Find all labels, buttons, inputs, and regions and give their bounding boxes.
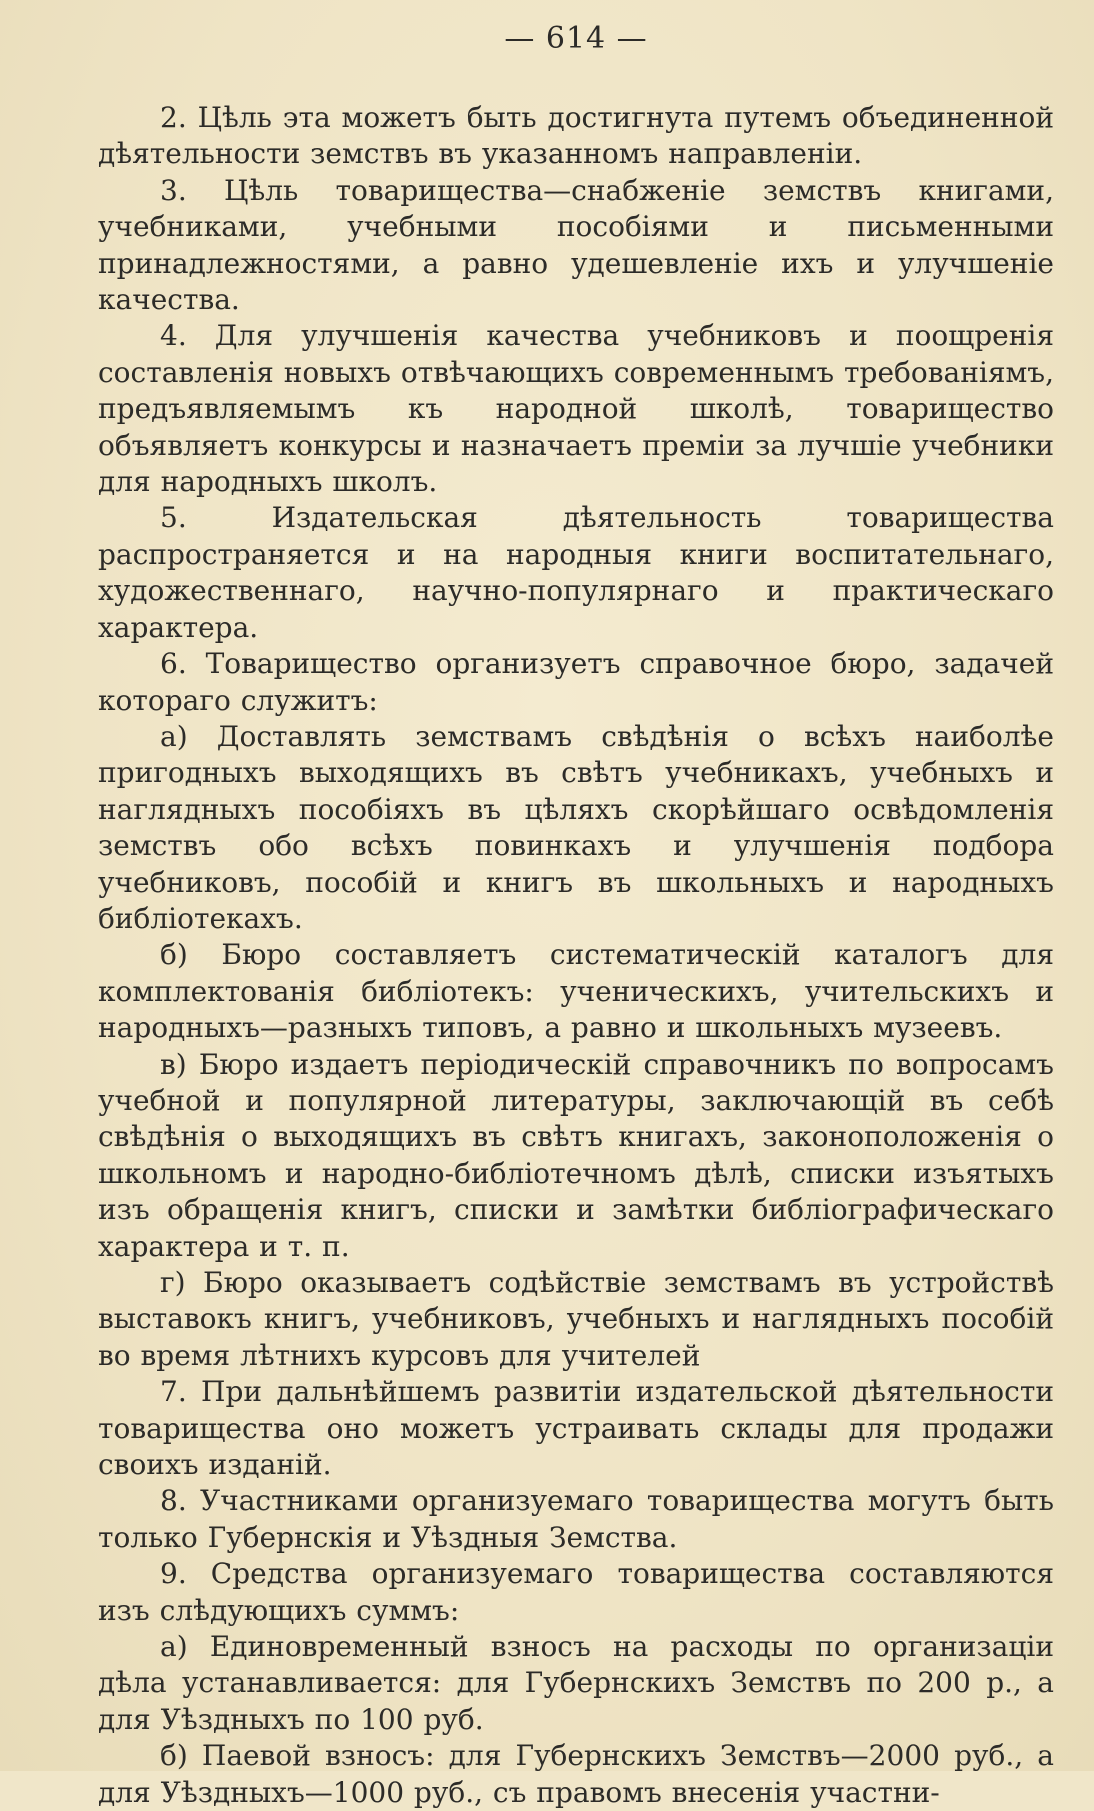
- paragraph-6: 6. Товарищество организуетъ справочное бюро, задачей котораго служитъ:: [98, 647, 1054, 717]
- paragraph-6a: а) Доставлять земствамъ свѣдѣнія о всѣхъ наиболѣе пригодныхъ выходящихъ въ свѣтъ учебникахъ, учебныхъ и наглядныхъ пособіяхъ въ цѣляхъ скорѣйшаго освѣдомленія земствъ обо всѣхъ повинкахъ и улучшенія подбора учебниковъ, пособій и книгъ въ школьныхъ и народныхъ библіотекахъ.: [98, 719, 1054, 935]
- paragraph-4: 4. Для улучшенія качества учебниковъ и поощренія составленія новыхъ отвѣчающихъ современнымъ требованіямъ, предъявляемымъ къ народной школѣ, товарищество объявляетъ конкурсы и назначаетъ преміи за лучшіе учебники для народныхъ школъ.: [98, 319, 1054, 499]
- paragraph-3: 3. Цѣль товарищества—снабженіе земствъ книгами, учебниками, учебными пособіями и письменными принадлежностями, а равно удешевленіе ихъ и улучшеніе качества.: [98, 173, 1054, 317]
- paragraph-7: 7. При дальнѣйшемъ развитіи издательской дѣятельности товарищества оно можетъ устраивать склады для продажи своихъ изданій.: [98, 1375, 1054, 1482]
- page-number: — 614 —: [504, 21, 648, 56]
- paragraph-9a: а) Единовременный взносъ на расходы по организаціи дѣла устанавливается: для Губернскихъ Земствъ по 200 р., а для Уѣздныхъ по 100 руб.: [98, 1630, 1054, 1736]
- paragraph-9b: б) Паевой взносъ: для Губернскихъ Земствъ—2000 руб., а для Уѣздныхъ—1000 руб., съ правомъ внесенія участни-: [98, 1739, 1054, 1809]
- paragraph-8: 8. Участниками организуемаго товарищества могутъ быть только Губернскія и Уѣздныя Земства.: [98, 1484, 1054, 1554]
- body-text: [98, 100, 1054, 1811]
- paragraph-2: 2. Цѣль эта можетъ быть достигнута путемъ объединенной дѣятельности земствъ въ указанномъ направленіи.: [98, 101, 1054, 171]
- paragraph-5: 5. Издательская дѣятельность товарищества распространяется и на народныя книги воспитательнаго, художественнаго, научно-популярнаго и практическаго характера.: [98, 501, 1054, 644]
- paragraph-6b: б) Бюро составляетъ систематическій каталогъ для комплектованія библіотекъ: ученическихъ, учительскихъ и народныхъ—разныхъ типовъ, а равно и школьныхъ музеевъ.: [98, 938, 1054, 1045]
- paragraph-9: 9. Средства организуемаго товарищества составляются изъ слѣдующихъ суммъ:: [98, 1557, 1054, 1627]
- paragraph-6v: в) Бюро издаетъ періодическій справочникъ по вопросамъ учебной и популярной литературы, заключающій въ себѣ свѣдѣнія о выходящихъ въ свѣтъ книгахъ, законоположенія о школьномъ и народно-библіотечномъ дѣлѣ, списки изъятыхъ изъ обращенія книгъ, списки и замѣтки библіографическаго характера и т. п.: [98, 1047, 1054, 1263]
- paragraph-6g: г) Бюро оказываетъ содѣйствіе земствамъ въ устройствѣ выставокъ книгъ, учебниковъ, учебныхъ и наглядныхъ пособій во время лѣтнихъ курсовъ для учителей: [98, 1266, 1054, 1372]
